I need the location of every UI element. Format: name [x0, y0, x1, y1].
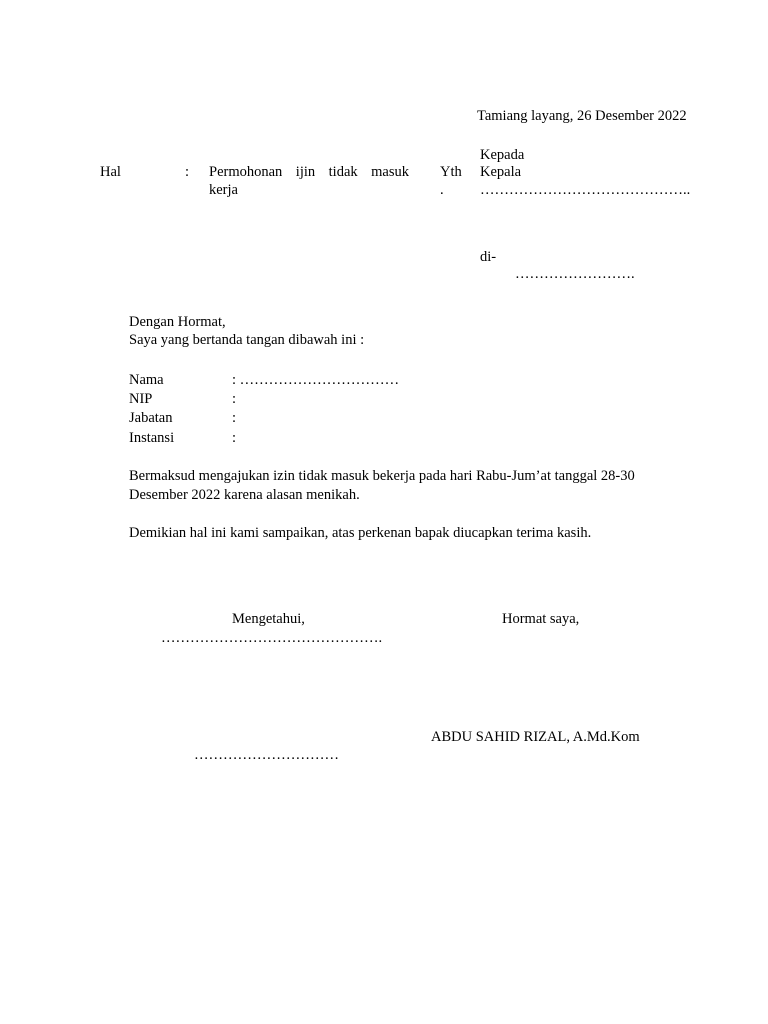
- field-label-jabatan: Jabatan: [129, 410, 173, 426]
- subject-line-2: kerja: [209, 182, 238, 198]
- field-value-nama: : ……………………………: [232, 372, 400, 388]
- subject-label: Hal: [100, 164, 121, 180]
- body-line-1: Bermaksud mengajukan izin tidak masuk bekerja pada hari Rabu-Jum’at tanggal 28-30: [129, 468, 635, 484]
- field-value-jabatan: :: [232, 410, 237, 426]
- yth-dot: .: [440, 182, 444, 198]
- field-label-instansi: Instansi: [129, 430, 175, 446]
- place-date: Tamiang layang, 26 Desember 2022: [477, 108, 687, 124]
- kepada-label: Kepada: [480, 147, 525, 163]
- subject-line-1: Permohonan ijin tidak masuk: [209, 164, 409, 180]
- field-label-nama: Nama: [129, 372, 164, 388]
- kepala-dots: ……………………………………..: [480, 182, 691, 198]
- field-label-nip: NIP: [129, 391, 153, 407]
- right-signature-label: Hormat saya,: [502, 611, 580, 627]
- di-label: di-: [480, 249, 497, 265]
- field-value-instansi: :: [232, 430, 237, 446]
- kepala-label: Kepala: [480, 164, 522, 180]
- left-signature-title-dots: ……………………………………….: [161, 630, 383, 646]
- greeting: Dengan Hormat,: [129, 314, 226, 330]
- di-dots: …………………….: [515, 266, 635, 282]
- closing-text: Demikian hal ini kami sampaikan, atas perkenan bapak diucapkan terima kasih.: [129, 525, 592, 541]
- left-signature-name-dots: …………………………: [194, 747, 339, 763]
- intro-text: Saya yang bertanda tangan dibawah ini :: [129, 332, 365, 348]
- subject-colon: :: [185, 164, 190, 180]
- yth-label: Yth: [440, 164, 462, 180]
- left-signature-label: Mengetahui,: [232, 611, 305, 627]
- body-line-2: Desember 2022 karena alasan menikah.: [129, 487, 360, 503]
- field-value-nip: :: [232, 391, 237, 407]
- right-signature-name: ABDU SAHID RIZAL, A.Md.Kom: [431, 729, 640, 745]
